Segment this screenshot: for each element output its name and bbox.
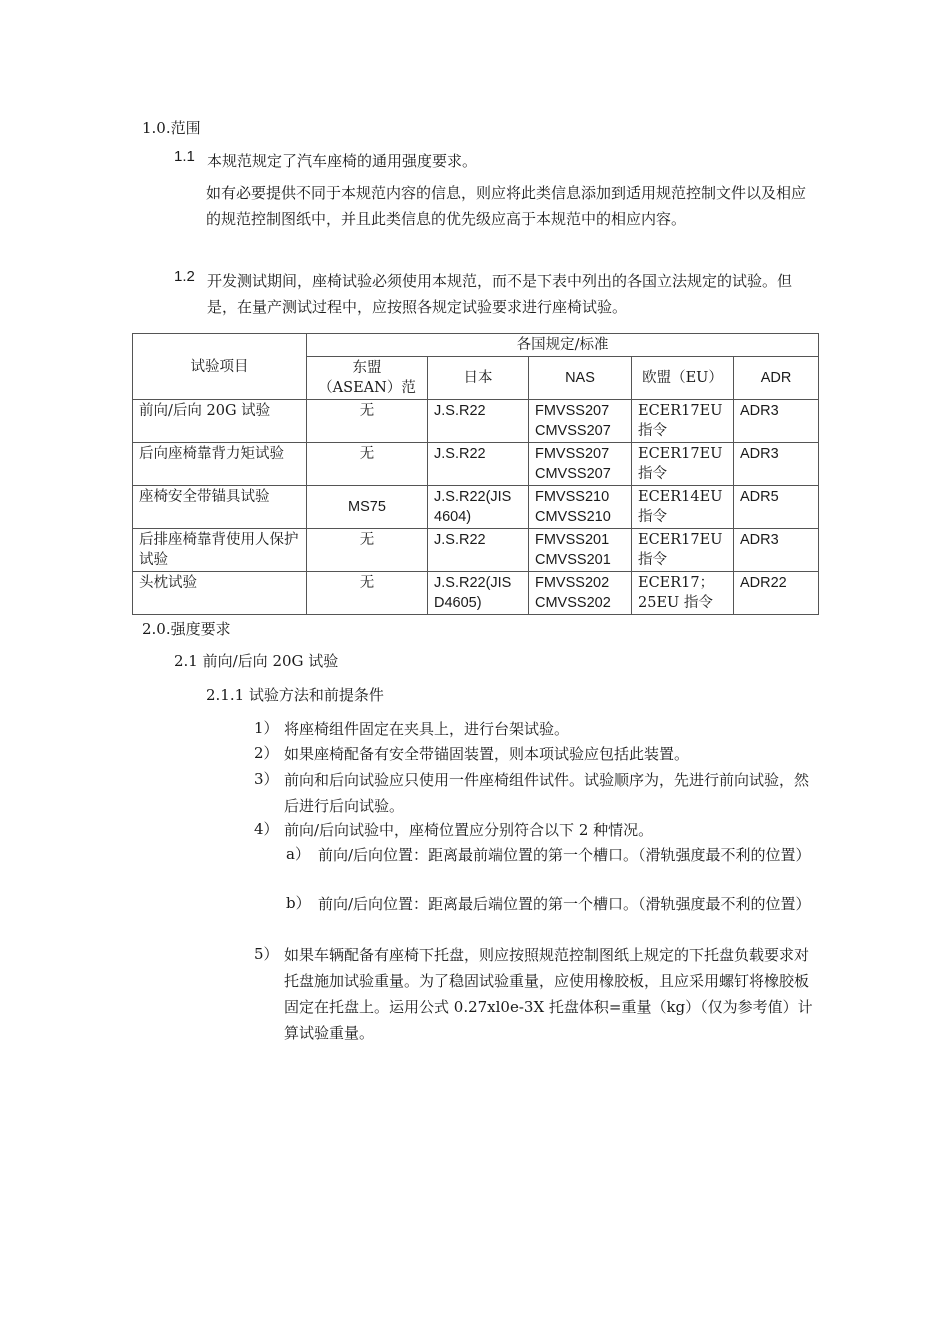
- subsection-heading-2-1-1: 2.1.1 试验方法和前提条件: [206, 686, 384, 704]
- cell-japan: J.S.R22(JIS D4605): [428, 572, 529, 615]
- header-standards-group: 各国规定/标准: [307, 334, 819, 357]
- cell-adr: ADR3: [734, 443, 819, 486]
- list-item-text: 将座椅组件固定在夹具上，进行台架试验。: [284, 720, 570, 738]
- cell-item: 头枕试验: [133, 572, 307, 615]
- cell-asean: 无: [307, 572, 428, 615]
- cell-item: 后向座椅靠背力矩试验: [133, 443, 307, 486]
- list-item-number: b）: [286, 894, 311, 912]
- section-heading-strength: 2.0.强度要求: [142, 620, 231, 638]
- list-item-number: a）: [286, 845, 310, 863]
- clause-text: 本规范规定了汽车座椅的通用强度要求。: [207, 152, 478, 170]
- cell-nas: FMVSS207 CMVSS207: [529, 400, 632, 443]
- header-test-item: 试验项目: [133, 334, 307, 400]
- cell-eu: ECER17EU 指令: [632, 529, 734, 572]
- table-header-row: [133, 334, 819, 357]
- header-asean-line1: 东盟: [352, 360, 382, 376]
- list-item-number: 1）: [254, 719, 279, 737]
- cell-nas: FMVSS210 CMVSS210: [529, 486, 632, 529]
- header-adr: ADR: [734, 357, 819, 400]
- cell-japan: J.S.R22: [428, 443, 529, 486]
- table-row: [133, 443, 819, 486]
- list-item-number: 3）: [254, 770, 279, 788]
- header-japan: 日本: [428, 357, 529, 400]
- clause-number: 1.2: [174, 268, 195, 285]
- cell-item: 后排座椅靠背使用人保护试验: [133, 529, 307, 572]
- table-row: [133, 572, 819, 615]
- clause-text: 开发测试期间，座椅试验必须使用本规范，而不是下表中列出的各国立法规定的试验。但是，在量产测试过程中，应按照各规定试验要求进行座椅试验。: [207, 272, 793, 316]
- header-eu: 欧盟（EU）: [632, 357, 734, 400]
- cell-adr: ADR3: [734, 529, 819, 572]
- cell-nas: FMVSS201 CMVSS201: [529, 529, 632, 572]
- cell-adr: ADR22: [734, 572, 819, 615]
- table-row: [133, 486, 819, 529]
- cell-nas: FMVSS207 CMVSS207: [529, 443, 632, 486]
- cell-asean: 无: [307, 443, 428, 486]
- list-item-number: 4）: [254, 820, 279, 838]
- clause-1-1-paragraph: 如有必要提供不同于本规范内容的信息，则应将此类信息添加到适用规范控制文件以及相应的规范控制图纸中，并且此类信息的优先级应高于本规范中的相应内容。: [206, 184, 807, 228]
- subsection-heading-2-1: 2.1 前向/后向 20G 试验: [174, 652, 339, 670]
- cell-eu: ECER17；25EU 指令: [632, 572, 734, 615]
- cell-asean: 无: [307, 400, 428, 443]
- cell-japan: J.S.R22(JIS 4604): [428, 486, 529, 529]
- list-item-text: 前向/后向试验中，座椅位置应分别符合以下 2 种情况。: [284, 821, 654, 839]
- cell-eu: ECER14EU 指令: [632, 486, 734, 529]
- cell-eu: ECER17EU 指令: [632, 400, 734, 443]
- cell-japan: J.S.R22: [428, 529, 529, 572]
- standards-table: [132, 333, 819, 615]
- clause-number: 1.1: [174, 148, 195, 165]
- cell-item: 座椅安全带锚具试验: [133, 486, 307, 529]
- list-item-text: 如果车辆配备有座椅下托盘，则应按照规范控制图纸上规定的下托盘负载要求对托盘施加试验重量。为了稳固试验重量，应使用橡胶板，且应采用螺钉将橡胶板固定在托盘上。运用公式 0.27xl0e-3X 托盘体积=重量（kg）（仅为参考值）计算试验重量。: [284, 946, 813, 1042]
- cell-adr: ADR5: [734, 486, 819, 529]
- cell-japan: J.S.R22: [428, 400, 529, 443]
- cell-nas: FMVSS202 CMVSS202: [529, 572, 632, 615]
- list-item-text: 前向/后向位置：距离最后端位置的第一个槽口。（滑轨强度最不利的位置）: [318, 895, 811, 913]
- list-item-number: 5）: [254, 945, 279, 963]
- cell-item: 前向/后向 20G 试验: [133, 400, 307, 443]
- cell-adr: ADR3: [734, 400, 819, 443]
- list-item-text: 前向和后向试验应只使用一件座椅组件试件。试验顺序为，先进行前向试验，然后进行后向试验。: [284, 771, 810, 815]
- table-row: [133, 529, 819, 572]
- cell-eu: ECER17EU 指令: [632, 443, 734, 486]
- header-asean-line2: （ASEAN）范: [318, 380, 416, 396]
- list-item-text: 如果座椅配备有安全带锚固装置，则本项试验应包括此装置。: [284, 745, 690, 763]
- section-heading-scope: 1.0.范围: [142, 119, 201, 137]
- list-item-number: 2）: [254, 744, 279, 762]
- cell-asean: 无: [307, 529, 428, 572]
- table-row: [133, 400, 819, 443]
- list-item-text: 前向/后向位置：距离最前端位置的第一个槽口。（滑轨强度最不利的位置）: [318, 846, 811, 864]
- header-nas: NAS: [529, 357, 632, 400]
- header-asean: [307, 357, 428, 400]
- cell-asean: MS75: [307, 486, 428, 529]
